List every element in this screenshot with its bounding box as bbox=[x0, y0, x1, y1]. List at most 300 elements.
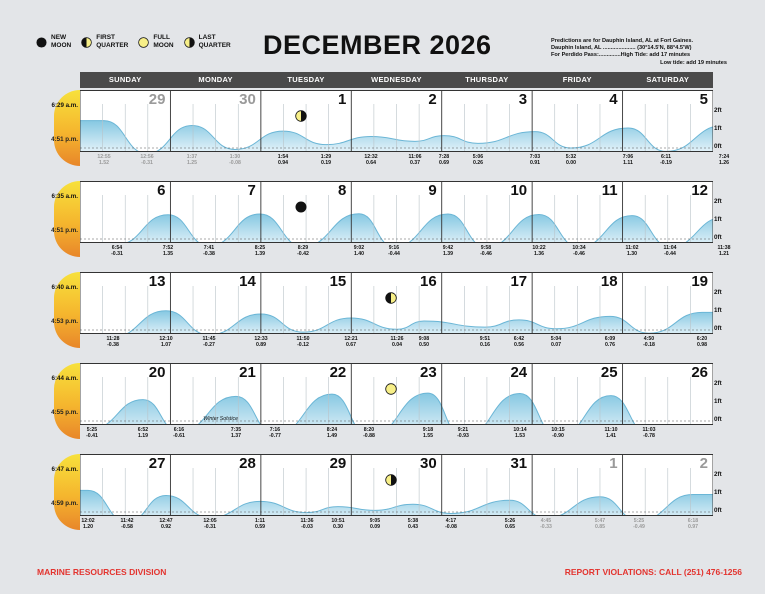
date-number: 18 bbox=[600, 273, 618, 290]
tide-time: 9:58 bbox=[480, 245, 492, 251]
tide-reading bbox=[519, 245, 559, 258]
tide-reading bbox=[189, 336, 229, 349]
tide-time: 11:03 bbox=[642, 427, 656, 433]
tide-height: 0.09 bbox=[369, 524, 381, 531]
tide-time: 9:51 bbox=[479, 336, 491, 342]
tide-height: 0.85 bbox=[594, 524, 606, 531]
tide-reading bbox=[515, 154, 555, 167]
tide-reading bbox=[72, 427, 112, 440]
tide-reading bbox=[500, 427, 540, 440]
date-number: 29 bbox=[329, 455, 347, 472]
tide-reading bbox=[619, 518, 659, 531]
tide-reading bbox=[240, 245, 280, 258]
sunset-time: 4:51 p.m. bbox=[51, 136, 78, 143]
tide-reading bbox=[393, 518, 433, 531]
tide-height: -0.08 bbox=[445, 524, 457, 531]
tide-reading bbox=[312, 427, 352, 440]
tide-height: 0.97 bbox=[687, 524, 699, 531]
tide-height: 1.30 bbox=[626, 251, 638, 258]
tide-time: 5:06 bbox=[472, 154, 484, 160]
week-row bbox=[80, 181, 731, 259]
date-number: 13 bbox=[148, 273, 166, 290]
legend-last-quarter bbox=[184, 34, 231, 50]
legend-label: QUARTER bbox=[96, 42, 129, 49]
date-number: 25 bbox=[600, 364, 618, 381]
tide-time: 9:16 bbox=[388, 245, 400, 251]
tide-height: -0.77 bbox=[269, 433, 281, 440]
tide-height: -0.44 bbox=[664, 251, 676, 258]
tide-reading bbox=[629, 336, 669, 349]
tide-reading bbox=[159, 427, 199, 440]
date-number: 30 bbox=[420, 455, 437, 472]
legend-label: LAST bbox=[198, 34, 216, 41]
tide-height: -0.61 bbox=[173, 433, 185, 440]
tide-time: 1:54 bbox=[277, 154, 289, 160]
predictions-line: For Perdido Pass:..............High Tide: add 17 minutes bbox=[551, 52, 691, 59]
ft-label: 2ft bbox=[714, 471, 722, 478]
tide-time: 4:50 bbox=[643, 336, 655, 342]
tide-time: 9:42 bbox=[442, 245, 454, 251]
tide-time: 12:32 bbox=[364, 154, 378, 160]
tide-height: -0.78 bbox=[643, 433, 655, 440]
footer-report-violations: REPORT VIOLATIONS: CALL (251) 476-1256 bbox=[564, 567, 742, 577]
tide-reading bbox=[428, 245, 468, 258]
tide-reading bbox=[673, 518, 713, 531]
ft-label: 2ft bbox=[714, 107, 722, 114]
tide-time: 5:38 bbox=[407, 518, 419, 524]
tide-time: 5:25 bbox=[633, 518, 645, 524]
tide-height: -0.27 bbox=[203, 342, 215, 349]
tide-reading bbox=[283, 336, 323, 349]
tide-reading bbox=[107, 518, 147, 531]
tide-time: 5:47 bbox=[594, 518, 606, 524]
tide-time: 12:56 bbox=[140, 154, 154, 160]
tide-time: 6:09 bbox=[604, 336, 616, 342]
tide-height: -0.44 bbox=[388, 251, 400, 258]
predictions-line: Dauphin Island, AL ..................... (30°14.5'N, 88°4.5'W) bbox=[551, 45, 692, 52]
tide-height: -0.31 bbox=[204, 524, 216, 531]
sunrise-time: 6:40 a.m. bbox=[51, 284, 78, 291]
tide-reading bbox=[646, 154, 686, 167]
weekday-header bbox=[80, 72, 713, 88]
sun-times-strip bbox=[51, 90, 80, 166]
date-number: 20 bbox=[148, 364, 166, 381]
tide-height: 0.16 bbox=[479, 342, 491, 349]
full-moon-icon bbox=[385, 383, 397, 395]
tide-height: -0.58 bbox=[121, 524, 133, 531]
tide-height: 1.21 bbox=[718, 251, 730, 258]
weekday-saturday: SATURDAY bbox=[646, 75, 690, 84]
sun-times-strip bbox=[51, 181, 80, 257]
tide-reading bbox=[580, 518, 620, 531]
tide-time: 11:28 bbox=[106, 336, 120, 342]
tide-height: -0.46 bbox=[480, 251, 492, 258]
tide-time: 12:33 bbox=[254, 336, 268, 342]
date-number: 23 bbox=[420, 364, 437, 381]
date-number: 12 bbox=[691, 182, 708, 199]
tide-reading bbox=[263, 154, 303, 167]
ft-label: 0ft bbox=[714, 234, 722, 241]
tide-time: 11:45 bbox=[202, 336, 216, 342]
tide-height: 1.35 bbox=[162, 251, 174, 258]
weekday-sunday: SUNDAY bbox=[108, 75, 142, 84]
tide-time: 6:42 bbox=[513, 336, 525, 342]
last-quarter-moon-icon bbox=[385, 474, 397, 486]
tide-time: 9:02 bbox=[353, 245, 365, 251]
tide-height: -0.93 bbox=[457, 433, 469, 440]
tide-time: 6:11 bbox=[660, 154, 672, 160]
tide-time: 1:37 bbox=[186, 154, 198, 160]
tide-time: 8:24 bbox=[326, 427, 338, 433]
tide-reading bbox=[190, 518, 230, 531]
sun-times-strip bbox=[51, 272, 80, 348]
tide-reading bbox=[84, 154, 124, 167]
tide-reading bbox=[559, 245, 599, 258]
legend-new-moon bbox=[36, 34, 71, 50]
tide-time: 12:47 bbox=[159, 518, 173, 524]
ft-label: 1ft bbox=[714, 307, 722, 314]
date-number: 6 bbox=[157, 182, 166, 199]
tide-reading bbox=[318, 518, 358, 531]
tide-reading bbox=[536, 336, 576, 349]
tide-time: 6:18 bbox=[687, 518, 699, 524]
tide-time: 5:26 bbox=[504, 518, 516, 524]
tide-reading bbox=[538, 427, 578, 440]
tide-reading bbox=[146, 518, 186, 531]
legend-full-moon bbox=[138, 34, 173, 50]
winter-solstice-note: Winter Solstice bbox=[203, 416, 238, 422]
date-number: 5 bbox=[699, 91, 708, 108]
tide-reading bbox=[351, 154, 391, 167]
tide-height: 0.30 bbox=[332, 524, 344, 531]
tide-height: 0.91 bbox=[529, 160, 541, 167]
tide-time: 11:02 bbox=[625, 245, 639, 251]
sunrise-time: 6:44 a.m. bbox=[51, 375, 78, 382]
tide-time: 7:28 bbox=[438, 154, 450, 160]
tide-reading bbox=[240, 518, 280, 531]
first-quarter-moon-icon bbox=[385, 292, 397, 304]
tide-time: 11:38 bbox=[717, 245, 731, 251]
week-row bbox=[80, 90, 730, 168]
tide-time: 11:10 bbox=[604, 427, 618, 433]
tide-time: 11:26 bbox=[390, 336, 404, 342]
date-number: 8 bbox=[337, 182, 347, 199]
tide-height: 0.00 bbox=[565, 160, 577, 167]
sunset-time: 4:55 p.m. bbox=[51, 409, 78, 416]
tide-height: 0.64 bbox=[365, 160, 377, 167]
legend-label: FULL bbox=[153, 34, 170, 41]
ft-label: 0ft bbox=[714, 325, 722, 332]
tide-reading bbox=[466, 245, 506, 258]
date-number: 24 bbox=[510, 364, 528, 381]
tide-height: 0.07 bbox=[550, 342, 562, 349]
predictions-line: Predictions are for Dauphin Island, AL at Fort Gaines. bbox=[551, 38, 694, 44]
footer-division: MARINE RESOURCES DIVISION bbox=[37, 567, 167, 577]
tide-reading bbox=[255, 427, 295, 440]
tide-time: 12:05 bbox=[203, 518, 217, 524]
sunrise-time: 6:35 a.m. bbox=[51, 193, 78, 200]
tide-time: 10:34 bbox=[572, 245, 586, 251]
date-number: 16 bbox=[420, 273, 437, 290]
tide-time: 11:06 bbox=[408, 154, 422, 160]
tide-reading bbox=[123, 427, 163, 440]
tide-reading bbox=[127, 154, 167, 167]
tide-height: 1.53 bbox=[514, 433, 526, 440]
tide-height: 0.76 bbox=[604, 342, 616, 349]
date-number: 2 bbox=[428, 91, 437, 108]
tide-time: 6:54 bbox=[111, 245, 123, 251]
tide-reading bbox=[97, 245, 137, 258]
date-number: 14 bbox=[239, 273, 256, 290]
legend-label: QUARTER bbox=[198, 42, 231, 49]
tide-reading bbox=[148, 245, 188, 258]
tide-reading bbox=[172, 154, 212, 167]
tide-time: 8:29 bbox=[297, 245, 309, 251]
tide-reading bbox=[612, 245, 652, 258]
tide-time: 7:06 bbox=[622, 154, 634, 160]
tide-height: 1.11 bbox=[623, 160, 633, 167]
tide-time: 4:45 bbox=[540, 518, 552, 524]
tide-reading bbox=[704, 154, 744, 167]
ft-label: 1ft bbox=[714, 398, 722, 405]
tide-height: -0.41 bbox=[86, 433, 98, 440]
week-row bbox=[80, 454, 722, 532]
date-number: 31 bbox=[510, 455, 528, 472]
tide-reading bbox=[431, 518, 471, 531]
weekday-wednesday: WEDNESDAY bbox=[371, 75, 422, 84]
ft-label: 0ft bbox=[714, 143, 722, 150]
tide-height: 0.04 bbox=[391, 342, 403, 349]
date-number: 11 bbox=[601, 182, 618, 199]
date-number: 21 bbox=[239, 364, 256, 381]
ft-label: 2ft bbox=[714, 198, 722, 205]
tide-reading bbox=[216, 427, 256, 440]
tide-time: 4:17 bbox=[445, 518, 457, 524]
weekday-thursday: THURSDAY bbox=[465, 75, 509, 84]
tide-height: 1.19 bbox=[137, 433, 149, 440]
tide-reading bbox=[590, 336, 630, 349]
tide-time: 10:15 bbox=[551, 427, 565, 433]
tide-reading bbox=[458, 154, 498, 167]
date-number: 4 bbox=[609, 91, 618, 108]
legend-label: MOON bbox=[153, 42, 174, 49]
new-moon-icon bbox=[36, 37, 47, 48]
legend-first-quarter bbox=[81, 34, 128, 50]
tide-reading bbox=[349, 427, 389, 440]
tide-time: 7:24 bbox=[718, 154, 730, 160]
tide-height: 0.69 bbox=[438, 160, 450, 167]
ft-label: 1ft bbox=[714, 216, 722, 223]
tide-height: 0.37 bbox=[409, 160, 421, 167]
ft-label: 2ft bbox=[714, 289, 722, 296]
date-number: 27 bbox=[148, 455, 166, 472]
tide-time: 9:21 bbox=[457, 427, 469, 433]
tide-reading bbox=[499, 336, 539, 349]
predictions-line: Low tide: add 19 minutes bbox=[660, 59, 727, 66]
last-quarter-icon bbox=[184, 37, 195, 48]
date-number: 2 bbox=[699, 455, 708, 472]
date-number: 26 bbox=[691, 364, 708, 381]
tide-height: 0.65 bbox=[504, 524, 516, 531]
tide-height: -0.90 bbox=[552, 433, 564, 440]
date-number: 7 bbox=[247, 182, 256, 199]
tide-reading bbox=[339, 245, 379, 258]
tide-reading bbox=[551, 154, 591, 167]
tide-time: 12:10 bbox=[159, 336, 173, 342]
tide-height: 1.07 bbox=[160, 342, 172, 349]
full-moon-icon bbox=[138, 37, 149, 48]
weekday-monday: MONDAY bbox=[198, 75, 233, 84]
tide-reading bbox=[404, 336, 444, 349]
tide-time: 9:08 bbox=[418, 336, 430, 342]
tide-reading bbox=[189, 245, 229, 258]
tide-height: 0.56 bbox=[513, 342, 525, 349]
tide-height: 0.67 bbox=[345, 342, 357, 349]
date-number: 17 bbox=[510, 273, 528, 290]
tide-height: 1.39 bbox=[254, 251, 266, 258]
tide-height: 1.20 bbox=[82, 524, 94, 531]
tide-height: 0.92 bbox=[160, 524, 172, 531]
date-number: 9 bbox=[428, 182, 437, 199]
tide-reading bbox=[704, 245, 744, 258]
tide-time: 5:32 bbox=[565, 154, 577, 160]
tide-height: 1.52 bbox=[98, 160, 110, 167]
tide-time: 5:25 bbox=[86, 427, 98, 433]
date-number: 15 bbox=[329, 273, 347, 290]
date-number: 10 bbox=[510, 182, 528, 199]
tide-height: 1.39 bbox=[442, 251, 454, 258]
ft-label: 0ft bbox=[714, 416, 722, 423]
date-number: 3 bbox=[518, 91, 528, 108]
tide-reading bbox=[608, 154, 648, 167]
tide-reading bbox=[283, 245, 323, 258]
tide-reading bbox=[682, 336, 722, 349]
tide-reading bbox=[146, 336, 186, 349]
sunset-time: 4:59 p.m. bbox=[51, 500, 78, 507]
tide-reading bbox=[355, 518, 395, 531]
tide-time: 5:04 bbox=[550, 336, 562, 342]
tide-height: 0.26 bbox=[472, 160, 484, 167]
last-quarter-moon-icon bbox=[295, 110, 307, 122]
tide-height: 0.94 bbox=[277, 160, 289, 167]
tide-height: 1.25 bbox=[186, 160, 198, 167]
legend-label: MOON bbox=[51, 42, 72, 49]
tide-height: 1.49 bbox=[326, 433, 338, 440]
date-number: 1 bbox=[609, 455, 618, 472]
tide-time: 9:18 bbox=[422, 427, 434, 433]
weekday-friday: FRIDAY bbox=[562, 75, 592, 84]
sunset-time: 4:51 p.m. bbox=[51, 227, 78, 234]
tide-reading bbox=[331, 336, 371, 349]
sunrise-time: 6:29 a.m. bbox=[51, 102, 78, 109]
week-row bbox=[80, 272, 722, 350]
tide-time: 6:52 bbox=[137, 427, 149, 433]
tide-time: 7:41 bbox=[203, 245, 215, 251]
week-row bbox=[80, 363, 722, 441]
tide-height: 0.50 bbox=[418, 342, 430, 349]
tide-time: 7:35 bbox=[230, 427, 242, 433]
tide-reading bbox=[443, 427, 483, 440]
tide-height: -0.38 bbox=[107, 342, 119, 349]
weekday-tuesday: TUESDAY bbox=[287, 75, 325, 84]
tide-height: -0.42 bbox=[297, 251, 309, 258]
tide-reading bbox=[68, 518, 108, 531]
tide-reading bbox=[306, 154, 346, 167]
tide-time: 11:04 bbox=[663, 245, 677, 251]
date-number: 30 bbox=[239, 91, 256, 108]
tide-height: 0.19 bbox=[320, 160, 332, 167]
tide-time: 7:03 bbox=[529, 154, 541, 160]
date-number: 1 bbox=[337, 91, 347, 108]
tide-height: -0.33 bbox=[540, 524, 552, 531]
tide-time: 12:21 bbox=[344, 336, 358, 342]
tide-height: 0.43 bbox=[407, 524, 419, 531]
tide-reading bbox=[93, 336, 133, 349]
legend-label: NEW bbox=[51, 34, 67, 41]
first-quarter-icon bbox=[81, 37, 92, 48]
tide-height: -0.49 bbox=[633, 524, 645, 531]
tide-time: 8:20 bbox=[363, 427, 375, 433]
ft-label: 1ft bbox=[714, 489, 722, 496]
date-number: 29 bbox=[148, 91, 166, 108]
tide-height: -0.46 bbox=[573, 251, 585, 258]
tide-time: 11:42 bbox=[120, 518, 134, 524]
tide-height: -0.31 bbox=[141, 160, 153, 167]
tide-height: -0.19 bbox=[660, 160, 672, 167]
tide-time: 7:16 bbox=[269, 427, 281, 433]
tide-reading bbox=[241, 336, 281, 349]
tide-time: 8:25 bbox=[254, 245, 266, 251]
predictions-info bbox=[551, 38, 727, 67]
new-moon-icon bbox=[295, 201, 307, 213]
sunrise-time: 6:47 a.m. bbox=[51, 466, 78, 473]
tide-height: -0.38 bbox=[203, 251, 215, 258]
tide-height: 0.89 bbox=[255, 342, 267, 349]
sunset-time: 4:53 p.m. bbox=[51, 318, 78, 325]
tide-reading bbox=[408, 427, 448, 440]
tide-time: 6:16 bbox=[173, 427, 185, 433]
tide-reading bbox=[591, 427, 631, 440]
tide-time: 10:51 bbox=[331, 518, 345, 524]
tide-height: 0.59 bbox=[254, 524, 266, 531]
tide-height: 1.41 bbox=[605, 433, 617, 440]
tide-time: 11:50 bbox=[296, 336, 310, 342]
ft-label: 1ft bbox=[714, 125, 722, 132]
tide-time: 12:02 bbox=[81, 518, 95, 524]
tide-height: -0.88 bbox=[363, 433, 375, 440]
tide-time: 10:22 bbox=[532, 245, 546, 251]
tide-height: 1.26 bbox=[718, 160, 730, 167]
tide-height: -0.08 bbox=[229, 160, 241, 167]
tide-reading bbox=[215, 154, 255, 167]
tide-height: -0.31 bbox=[111, 251, 123, 258]
tide-reading bbox=[526, 518, 566, 531]
tide-time: 1:29 bbox=[320, 154, 332, 160]
ft-label: 2ft bbox=[714, 380, 722, 387]
legend-label: FIRST bbox=[96, 34, 116, 41]
tide-height: 1.36 bbox=[533, 251, 545, 258]
date-number: 22 bbox=[329, 364, 347, 381]
tide-time: 1:30 bbox=[229, 154, 241, 160]
page-title: DECEMBER 2026 bbox=[263, 30, 492, 60]
tide-time: 9:05 bbox=[369, 518, 381, 524]
tide-time: 11:36 bbox=[300, 518, 314, 524]
tide-time: 7:52 bbox=[162, 245, 174, 251]
tide-height: 0.98 bbox=[696, 342, 708, 349]
tide-time: 10:14 bbox=[513, 427, 527, 433]
tide-height: -0.18 bbox=[643, 342, 655, 349]
tide-reading bbox=[374, 245, 414, 258]
